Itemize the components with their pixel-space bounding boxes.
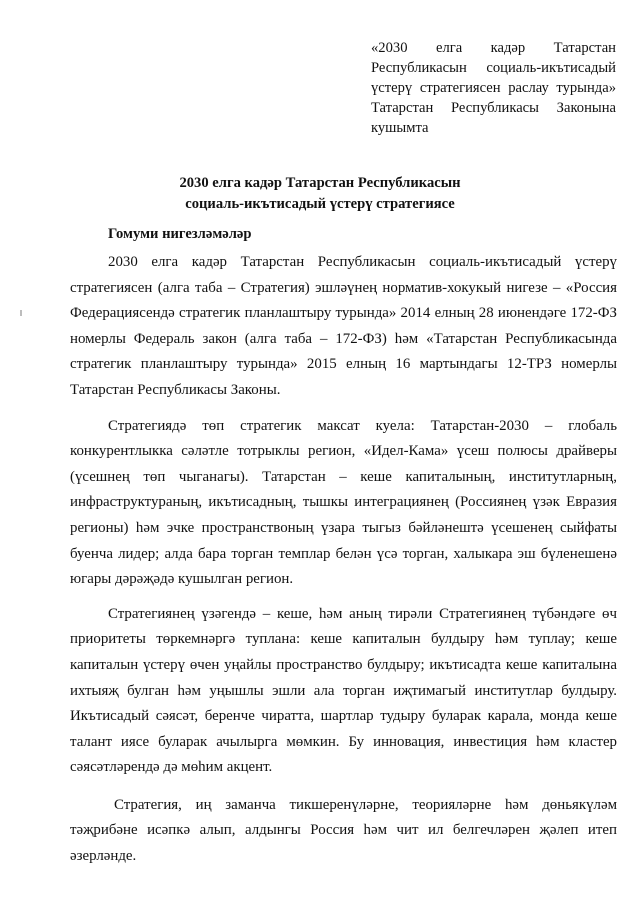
document-title-line-2: социаль-икътисадый үстерү стратегиясе [185,196,455,212]
document-title-line-1: 2030 елга кадәр Татарстан Республикасын [179,175,461,191]
paragraph-strategic-goal: Стратегиядә төп стратегик максат куела: Татарстан-2030 – глобаль конкурентлыкка сәләтле тотрыклы регион, «Идел-Кама» үсеш полюсы драйверы (үсешнең төп чыганагы). Татарстан – кеше капиталының, институтларның, инфраструктураның, икътисадның, тышкы интеграциянең (Россиянең үзәк Евразия регионы) һәм эчке пространствоның үзара тыгыз бәйләнештә үсешенең сыйфаты буенча лидер; алда бара торган темплар белән үсә торган, халыкара эш бүленешенә югары дәрәҗәдә кушылган регион. [70,417,617,588]
paragraph-preparation: Стратегия, иң заманча тикшеренүләрне, теорияләрне һәм дөньякүләм тәҗрибәне исәпкә алып, алдынгы Россия һәм чит ил белгечләрен җәлеп итеп әзерләнде. [70,796,617,865]
document-body [70,250,617,880]
document-title [80,173,560,215]
section-heading: Гомуми нигезләмәләр [108,226,252,242]
paragraph-legal-basis: 2030 елга кадәр Татарстан Республикасын социаль-икътисадый үстерү стратегиясен (алга таба – Стратегия) эшләүнең норматив-хокукый нигезе – «Россия Федерациясендә стратегик планлаштыру турында» 2014 елның 28 июнендәге 172-ФЗ номерлы Федераль закон (алга таба – 172-ФЗ) һәм «Татарстан Республикасында стратегик планлаштыру турында» 2015 елның 16 мартындагы 12-ТРЗ номерлы Татарстан Республикасы Законы. [70,254,617,398]
paragraph-priorities: Стратегиянең үзәгендә – кеше, һәм аның тирәли Стратегиянең түбәндәге өч приоритеты төркемнәргә туплана: кеше капиталын булдыру һәм туплау; кеше капиталын үстерү өчен уңайлы пространство булдыру; икътисадта кеше капиталына ихтыяҗ булган һәм уңышлы эшли ала торган иҗтимагый институтлар булдыру. Икътисадый сәясәт, беренче чиратта, шартлар тудыру буларак карала, монда кеше талант иясе буларак ачылырга мөмкин. Бу инновация, инвестиция һәм кластер сәясәтләрендә дә мөһим акцент. [70,605,617,776]
margin-mark [20,310,22,316]
annex-note: «2030 елга кадәр Татарстан Республикасын социаль-икътисадый үстерү стратегиясен раслау турында» Татарстан Республикасы Законына кушымта [371,40,616,136]
